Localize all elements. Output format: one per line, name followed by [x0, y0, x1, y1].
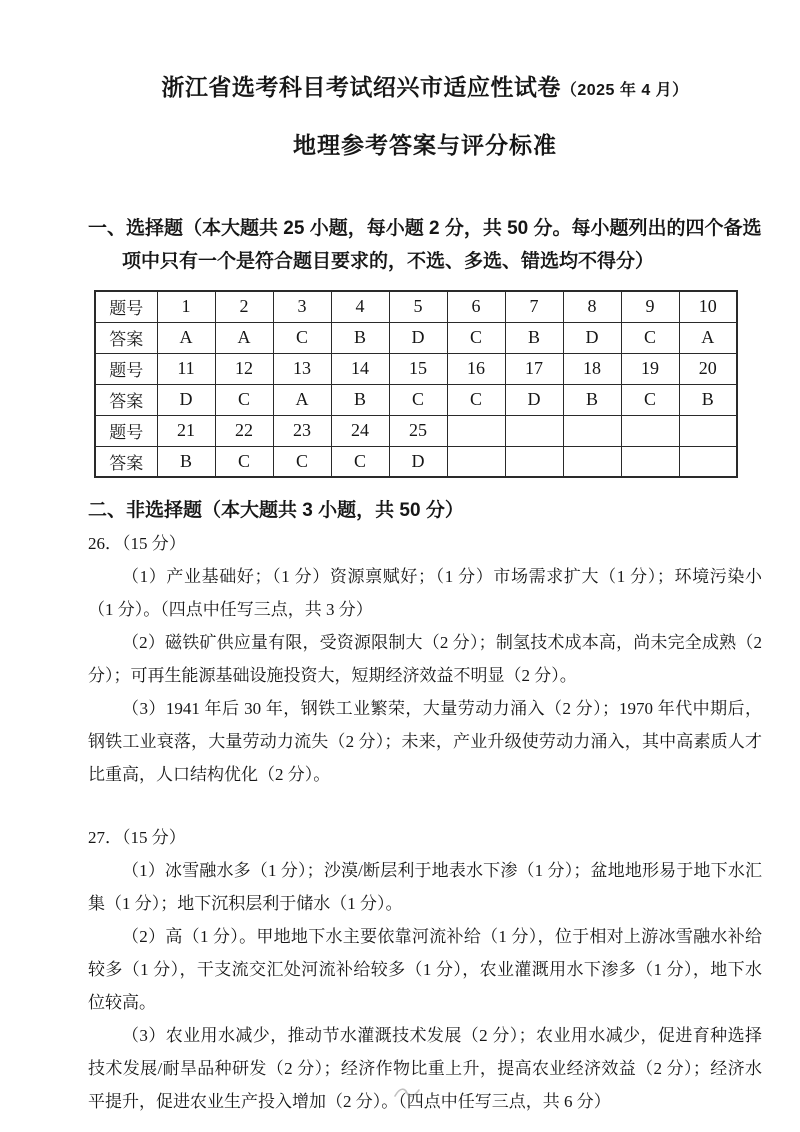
answer-cell: C	[447, 322, 505, 353]
answer-table-row	[95, 446, 737, 477]
row-label-cell: 题号	[95, 353, 157, 384]
question-27-paragraphs	[88, 854, 762, 1118]
answer-table-row	[95, 384, 737, 415]
answer-table-body	[95, 291, 737, 477]
answer-cell: C	[621, 322, 679, 353]
answer-cell	[679, 415, 737, 446]
multiple-choice-section	[88, 212, 762, 478]
row-label-cell: 答案	[95, 322, 157, 353]
answer-cell: B	[157, 446, 215, 477]
answer-cell	[679, 446, 737, 477]
section-2-heading: 二、非选择题（本大题共 3 小题，共 50 分）	[88, 500, 464, 521]
answer-cell: D	[389, 446, 447, 477]
answer-cell: 24	[331, 415, 389, 446]
answer-cell: A	[215, 322, 273, 353]
answer-cell: B	[331, 384, 389, 415]
answer-cell: D	[563, 322, 621, 353]
answer-paragraph: （1）冰雪融水多（1 分）；沙漠/断层利于地表水下渗（1 分）；盆地地形易于地下水汇集（1 分）；地下沉积层利于储水（1 分）。	[88, 861, 762, 913]
document-subtitle: 地理参考答案与评分标准	[293, 132, 557, 158]
answer-cell: B	[505, 322, 563, 353]
answer-cell: 22	[215, 415, 273, 446]
answer-cell: C	[389, 384, 447, 415]
answer-cell: 10	[679, 291, 737, 322]
answer-cell	[505, 446, 563, 477]
answer-cell: C	[273, 322, 331, 353]
answer-key-table	[94, 290, 738, 478]
answer-cell: 13	[273, 353, 331, 384]
answer-cell	[621, 446, 679, 477]
row-label-cell: 题号	[95, 291, 157, 322]
answer-cell: C	[273, 446, 331, 477]
answer-paragraph: （3）1941 年后 30 年，钢铁工业繁荣，大量劳动力涌入（2 分）；1970 年代中期后，钢铁工业衰落，大量劳动力流失（2 分）；未来，产业升级使劳动力涌入，其中高素质人才比重高，人口结构优化（2 分）。	[88, 699, 762, 784]
answer-cell: 1	[157, 291, 215, 322]
row-label-cell: 题号	[95, 415, 157, 446]
answer-cell: 5	[389, 291, 447, 322]
answer-paragraph: （3）农业用水减少，推动节水灌溉技术发展（2 分）；农业用水减少，促进育种选择技术发展/耐旱品种研发（2 分）；经济作物比重上升，提高农业经济效益（2 分）；经济水平提升，促进农业生产投入增加（2 分）。（四点中任写三点，共 6 分）	[88, 1026, 762, 1111]
answer-cell	[447, 446, 505, 477]
answer-cell: B	[331, 322, 389, 353]
row-label-cell: 答案	[95, 384, 157, 415]
answer-cell: A	[679, 322, 737, 353]
section-1-heading: 一、选择题（本大题共 25 小题，每小题 2 分，共 50 分。每小题列出的四个备选项中只有一个是符合题目要求的，不选、多选、错选均不得分）	[88, 218, 762, 272]
answer-cell: 7	[505, 291, 563, 322]
answer-cell	[563, 446, 621, 477]
answer-cell: D	[389, 322, 447, 353]
answer-cell: 6	[447, 291, 505, 322]
answer-table-row	[95, 291, 737, 322]
question-26	[88, 527, 762, 791]
answer-cell: D	[505, 384, 563, 415]
answer-table-row	[95, 353, 737, 384]
answer-cell: B	[563, 384, 621, 415]
answer-cell: 16	[447, 353, 505, 384]
answer-cell: C	[215, 446, 273, 477]
answer-cell: 25	[389, 415, 447, 446]
free-response-section	[88, 494, 762, 1118]
answer-cell	[563, 415, 621, 446]
answer-cell	[447, 415, 505, 446]
question-26-number: 26．（15 分）	[88, 534, 186, 553]
stray-pen-mark	[392, 1084, 422, 1102]
answer-cell	[505, 415, 563, 446]
answer-cell: 19	[621, 353, 679, 384]
answer-cell: 17	[505, 353, 563, 384]
answer-cell: C	[331, 446, 389, 477]
answer-cell: 11	[157, 353, 215, 384]
answer-cell: C	[215, 384, 273, 415]
answer-cell: 3	[273, 291, 331, 322]
answer-cell: 14	[331, 353, 389, 384]
answer-paragraph: （2）高（1 分）。甲地地下水主要依靠河流补给（1 分），位于相对上游冰雪融水补给较多（1 分），干支流交汇处河流补给较多（1 分），农业灌溉用水下渗多（1 分），地下水位较高。	[88, 927, 762, 1012]
answer-cell: 20	[679, 353, 737, 384]
answer-cell: B	[679, 384, 737, 415]
document-title-main: 浙江省选考科目考试绍兴市适应性试卷	[161, 74, 561, 100]
answer-cell: A	[273, 384, 331, 415]
answer-cell: 21	[157, 415, 215, 446]
document-title-date: （2025 年 4 月）	[560, 82, 689, 99]
answer-cell: 8	[563, 291, 621, 322]
document-title	[88, 70, 762, 108]
question-26-paragraphs	[88, 560, 762, 791]
answer-cell: 23	[273, 415, 331, 446]
question-27	[88, 821, 762, 1118]
answer-cell: 18	[563, 353, 621, 384]
answer-cell: 2	[215, 291, 273, 322]
answer-cell: 4	[331, 291, 389, 322]
question-27-number: 27．（15 分）	[88, 828, 186, 847]
answer-cell: 15	[389, 353, 447, 384]
answer-table-row	[95, 322, 737, 353]
answer-table-row	[95, 415, 737, 446]
answer-cell	[621, 415, 679, 446]
answer-cell: 9	[621, 291, 679, 322]
answer-paragraph: （1）产业基础好；（1 分）资源禀赋好；（1 分）市场需求扩大（1 分）；环境污染小（1 分）。（四点中任写三点，共 3 分）	[88, 567, 762, 619]
answer-cell: A	[157, 322, 215, 353]
answer-cell: C	[447, 384, 505, 415]
answer-cell: D	[157, 384, 215, 415]
row-label-cell: 答案	[95, 446, 157, 477]
answer-cell: C	[621, 384, 679, 415]
answer-cell: 12	[215, 353, 273, 384]
answer-paragraph: （2）磁铁矿供应量有限，受资源限制大（2 分）；制氢技术成本高，尚未完全成熟（2 分）；可再生能源基础设施投资大，短期经济效益不明显（2 分）。	[88, 633, 762, 685]
